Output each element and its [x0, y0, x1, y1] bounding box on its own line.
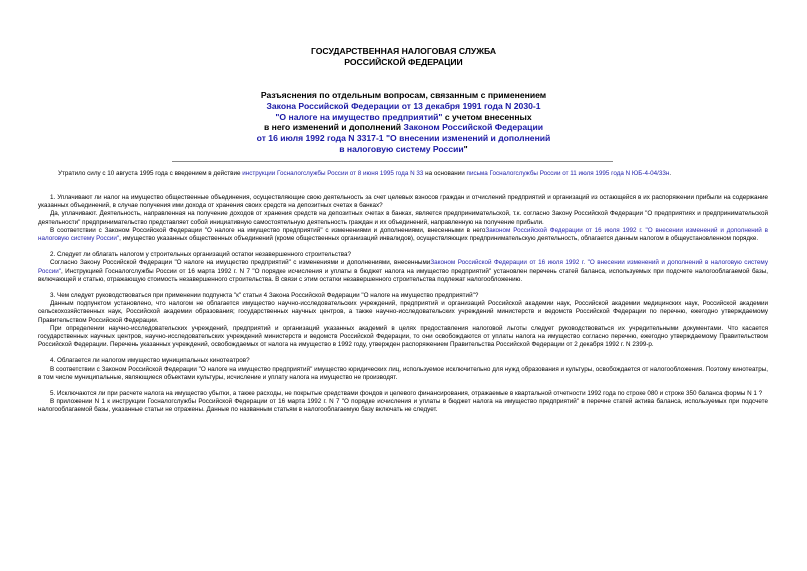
document-header [0, 46, 807, 68]
title-law-link[interactable]: Закона Российской Федерации от 13 декабря 1991 года N 2030-1 [266, 100, 541, 111]
validity-note [58, 170, 758, 178]
answer-5-para-1: В приложении N 1 к инструкции Госналогслужбы Российской Федерации от 16 марта 1992 г. N 7 "О порядке исчисления и уплаты в бюджет налога на имущество предприятий" в перечне статей актива баланса, используемых при подсчете налогооблагаемой базы, указанные статьи не отражены. Данные по названным статьям в налогооблагаемую базу включать не следует. [38, 398, 768, 414]
title-line-6-end: " [463, 143, 468, 154]
answer-1-para-2 [38, 227, 768, 243]
answer-1-text-b: , имущество указанных общественных объединений (кроме общественных организаций инвалидов), осуществляющих предпринимательскую деятельность, облагается данным налогом в общеустановленном порядке. [119, 235, 759, 243]
answer-3-para-1: Данным подпунктом установлено, что налогом не облагается имущество научно-исследовательских учреждений, предприятий и организаций Российской академии наук, Российской академии медицинских наук, Российской академии сельскохозяйственных наук, Российской академии образования; государственных научных центров, а также научно-исследовательских учреждений министерств и ведомств Российской Федерации по перечню, ежегодно утверждаемому Правительством Российской Федерации. [38, 300, 768, 324]
question-4: 4. Облагается ли налогом имущество муниципальных кинотеатров? [50, 357, 250, 365]
title-divider [172, 161, 613, 162]
title-law-name-link[interactable]: "О налоге на имущество предприятий" [275, 111, 443, 122]
header-line-1: ГОСУДАРСТВЕННАЯ НАЛОГОВАЯ СЛУЖБА [310, 46, 497, 56]
answer-2-law-link[interactable]: Законом Российской Федерации от 16 июля 1992 г. "О внесении изменений и дополнений в налоговую систему России" [38, 259, 768, 275]
header-line-2: РОССИЙСКОЙ ФЕДЕРАЦИИ [344, 57, 463, 67]
answer-2-text-a: Согласно Закону Российской Федерации "О налоге на имущество предприятий" с изменениями и дополнениями, внесенными [50, 259, 431, 267]
note-letter-link[interactable]: письма Госналогслужбы России от 11 июля 1995 года N ЮБ-4-04/33н [466, 170, 670, 177]
question-3: 3. Чем следует руководствоваться при применении подпункта "к" статьи 4 Закона Российской Федерации "О налоге на имущество предприятий"? [50, 292, 479, 300]
note-text-1: Утратило силу с 10 августа 1995 года с введением в действие [58, 170, 243, 177]
question-2: 2. Следует ли облагать налогом у строительных организаций остатки незавершенного строительства? [50, 251, 352, 259]
title-line-4-text: в него изменений и дополнений [263, 122, 404, 133]
title-line-3-text: с учетом внесенных [442, 111, 532, 122]
title-amendment-link-3[interactable]: в налоговую систему России [339, 143, 464, 154]
question-1: 1. Уплачивают ли налог на имущество общественные объединения, осуществляющие свою деятельность за счет целевых взносов граждан и отчислений предприятий и организаций из остающейся в их распоряжении прибыли на содержание указанных объединений, в случае получения ими дохода от хранения своих средств на депозитных счетах в банках? [38, 194, 768, 210]
answer-2-para-1 [38, 259, 768, 284]
note-text-3: . [669, 170, 672, 177]
title-amendment-link[interactable]: Законом Российской Федерации [403, 122, 544, 133]
question-5: 5. Исключаются ли при расчете налога на имущество убытки, а также расходы, не покрытые средствами фондов и целевого финансирования, отражаемые в квартальной отчетности 1992 года по строке 080 и строке 350 баланса формы N 1 ? [50, 390, 763, 398]
document-title [0, 90, 807, 155]
title-line-1: Разъяснения по отдельным вопросам, связанным с применением [260, 90, 547, 100]
answer-2-text-b: , Инструкцией Госналогслужбы России от 16 марта 1992 г. N 7 "О порядке исчисления и уплаты в бюджет налога на имущество предприятий" установлен перечень статей баланса, используемых при подсчете налогооблагаемой базы, включающей и статью, отражающую стоимость незавершенного строительства. В связи с этим остатки незавершенного строительства подлежат налогообложению. [38, 267, 768, 283]
answer-4-para-1: В соответствии с Законом Российской Федерации "О налоге на имущество предприятий" имущество юридических лиц, используемое исключительно для нужд образования и культуры, освобождается от налогообложения. Поэтому кинотеатры, в том числе муниципальные, являющиеся объектами культуры, исчисление и уплату налога на имущество не производят. [38, 365, 768, 381]
note-instruction-link[interactable]: инструкции Госналогслужбы России от 8 июня 1995 года N 33 [242, 170, 424, 177]
title-line-4 [0, 122, 807, 133]
answer-1-law-link[interactable]: Законом Российской Федерации от 16 июля 1992 г. "О внесении изменений и дополнений в налоговую систему России" [38, 226, 768, 243]
title-line-3 [0, 112, 807, 123]
note-text-2: на основании [423, 170, 467, 177]
title-line-6 [0, 144, 807, 155]
answer-3-para-2: При определении научно-исследовательских учреждений, предприятий и организаций указанных академий в целях предоставления налоговой льготы следует руководствоваться их учредительными документами. Что касается государственных научных центров, научно-исследовательских учреждений министерств и ведомств Российской Федерации, то они освобождаются от уплаты налога на имущество согласно перечню, ежегодно утверждаемому Правительством Российской Федерации. Перечень указанных учреждений, освобождаемых от налога на имущество в 1992 году, утвержден распоряжением Правительства Российской Федерации от 2 декабря 1992 г. N 2399-р. [38, 324, 768, 349]
title-amendment-link-2[interactable]: от 16 июля 1992 года N 3317-1 "О внесении изменений и дополнений [256, 133, 551, 144]
document-body [38, 194, 768, 415]
answer-1-text-a: В соответствии с Законом Российской Федерации "О налоге на имущество предприятий" с изменениями и дополнениями, внесенными в него [50, 226, 486, 234]
answer-1-para-1: Да, уплачивают. Деятельность, направленная на получение доходов от хранения средств на депозитных счетах в банках, является предпринимательской, т.к. согласно Закону Российской Федерации "О предприятиях и предпринимательской деятельности" предпринимательство представляет собой инициативную самостоятельную деятельность граждан и их объединений, направленную на получение прибыли. [38, 210, 768, 226]
